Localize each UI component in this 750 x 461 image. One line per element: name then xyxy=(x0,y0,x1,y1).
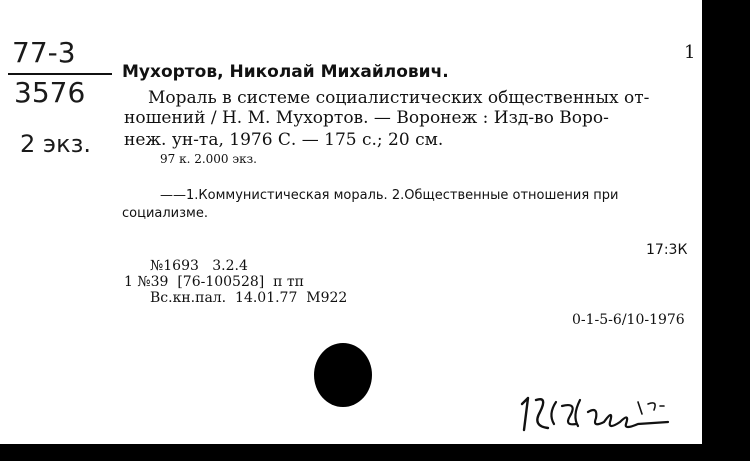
title-line-1: Мораль в системе социалистических общественных от- xyxy=(148,88,650,108)
title-line-2: ношений / Н. М. Мухортов. — Воронеж : Изд-во Воро- xyxy=(124,108,609,128)
handwritten-signature xyxy=(518,392,678,436)
tech-line-3: Вс.кн.пал. 14.01.77 М922 xyxy=(150,290,348,306)
tech-line-1: №1693 3.2.4 xyxy=(150,258,248,274)
author-heading: Мухортов, Николай Михайлович. xyxy=(122,62,449,82)
subjects-line-2: социализме. xyxy=(122,206,208,221)
tech-line-2: 1 №39 [76-100528] п тп xyxy=(124,274,304,290)
shelf-mark-bottom: 3576 xyxy=(14,76,86,109)
classification-code: 17:3К xyxy=(646,242,688,258)
punch-hole xyxy=(314,343,372,407)
subjects-line-1: ——1.Коммунистическая мораль. 2.Общественные отношения при xyxy=(160,188,619,203)
shelf-mark-divider xyxy=(8,73,112,75)
page-number: 1 xyxy=(684,42,696,63)
card-code: 0-1-5-6/10-1976 xyxy=(572,312,685,328)
print-run: 97 к. 2.000 экз. xyxy=(160,152,257,166)
copies-note: 2 экз. xyxy=(20,130,91,158)
title-line-3: неж. ун-та, 1976 С. — 175 с.; 20 см. xyxy=(124,130,444,150)
shelf-mark-top: 77-3 xyxy=(12,36,76,69)
